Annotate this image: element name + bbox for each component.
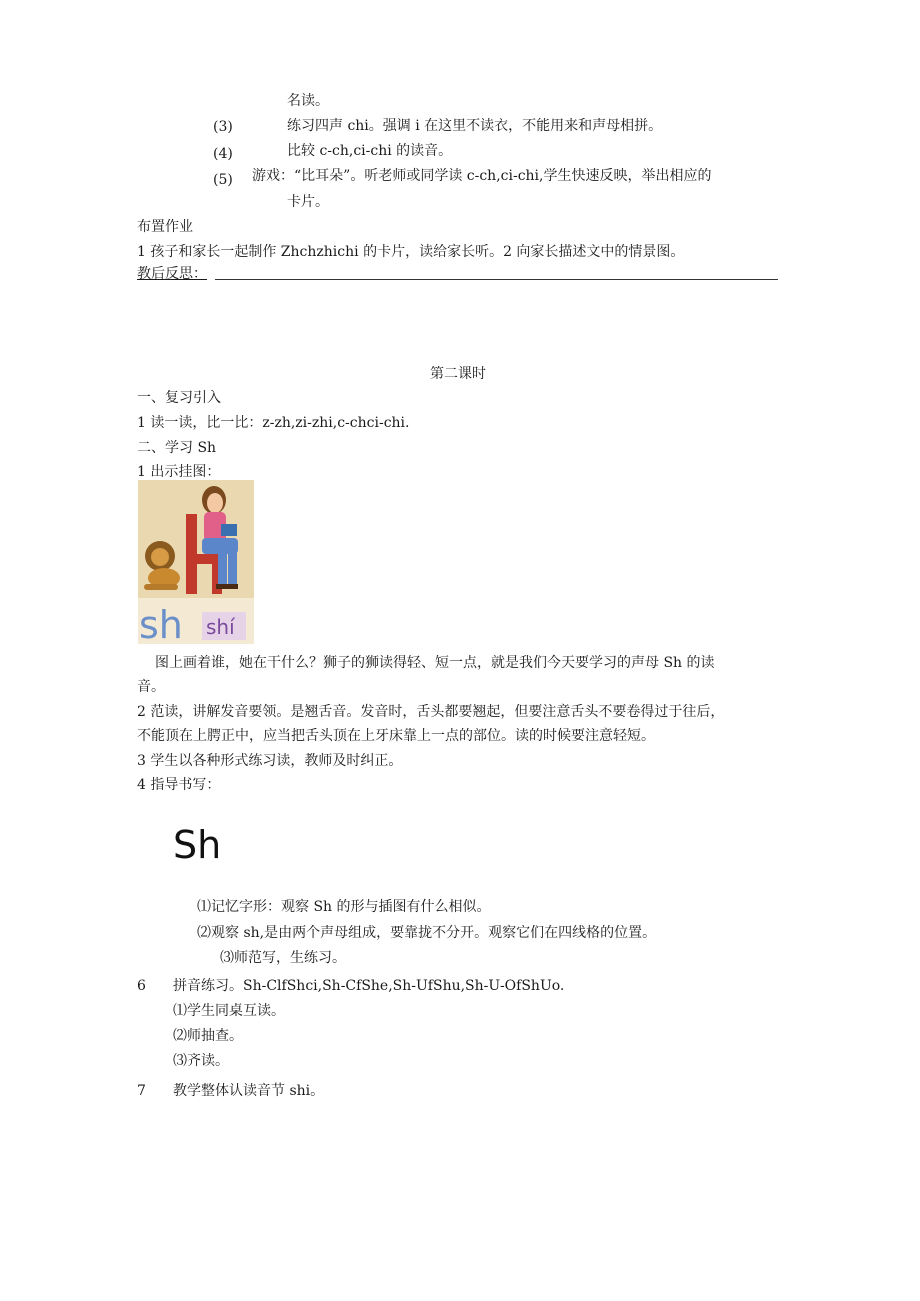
text-line: ⑵观察 sh,是由两个声母组成，要靠拢不分开。观察它们在四线格的位置。 bbox=[197, 925, 657, 941]
text-line: 不能顶在上腭正中，应当把舌头顶在上牙床靠上一点的部位。读的时候要注意轻短。 bbox=[137, 728, 655, 744]
text-line: 1 读一读，比一比：z-zh,zi-zhi,c-chci-chi. bbox=[137, 415, 410, 431]
item-number: 7 bbox=[137, 1083, 146, 1099]
reflection-underline bbox=[215, 279, 778, 280]
item-number: 6 bbox=[137, 978, 146, 994]
reflection-label: 教后反思： bbox=[137, 266, 207, 282]
text-line: 练习四声 chi。强调 i 在这里不读衣，不能用来和声母相拼。 bbox=[287, 118, 663, 134]
section-heading: 二、学习 Sh bbox=[137, 440, 217, 456]
section-heading: 一、复习引入 bbox=[137, 390, 221, 406]
text-line: ⑶齐读。 bbox=[173, 1053, 229, 1069]
text-line: 教学整体认读音节 shi。 bbox=[173, 1083, 325, 1099]
lesson-illustration bbox=[138, 480, 254, 644]
text-line: ⑵师抽查。 bbox=[173, 1028, 243, 1044]
text-line: 拼音练习。Sh-ClfShci,Sh-CfShe,Sh-UfShu,Sh-U-OfShUo. bbox=[173, 978, 565, 994]
text-line: 2 范读，讲解发音要领。是翘舌音。发音时，舌头都要翘起，但要注意舌头不要卷得过于往后， bbox=[137, 704, 725, 720]
homework-text: 1 孩子和家长一起制作 Zhchzhichi 的卡片，读给家长听。2 向家长描述文中的情景图。 bbox=[137, 244, 685, 260]
illustration-syllable: shí bbox=[206, 615, 235, 639]
text-line: 游戏：“比耳朵”。听老师或同学读 c-ch,ci-chi,学生快速反映，举出相应的 bbox=[252, 168, 712, 184]
writing-letter: Sh bbox=[173, 823, 222, 867]
text-line: 4 指导书写： bbox=[137, 777, 221, 793]
text-line: 图上画着谁，她在干什么？狮子的狮读得轻、短一点，就是我们今天要学习的声母 Sh 的读 bbox=[155, 655, 715, 671]
item-number: (5) bbox=[213, 172, 233, 188]
homework-title: 布置作业 bbox=[137, 219, 193, 235]
text-line: ⑴记忆字形：观察 Sh 的形与插图有什么相似。 bbox=[197, 899, 491, 915]
lesson-title: 第二课时 bbox=[430, 366, 486, 382]
illustration-letter: sh bbox=[139, 603, 183, 644]
item-number: (3) bbox=[213, 119, 233, 135]
text-line: ⑶师范写，生练习。 bbox=[220, 950, 346, 966]
text-line: 比较 c-ch,ci-chi 的读音。 bbox=[287, 143, 453, 159]
text-line: ⑴学生同桌互读。 bbox=[173, 1003, 285, 1019]
text-line: 3 学生以各种形式练习读，教师及时纠正。 bbox=[137, 753, 403, 769]
text-line: 音。 bbox=[137, 679, 165, 695]
text-line: 1 出示挂图： bbox=[137, 464, 221, 480]
item-number: (4) bbox=[213, 146, 233, 162]
text-line: 名读。 bbox=[287, 93, 329, 109]
text-line: 卡片。 bbox=[287, 194, 329, 210]
